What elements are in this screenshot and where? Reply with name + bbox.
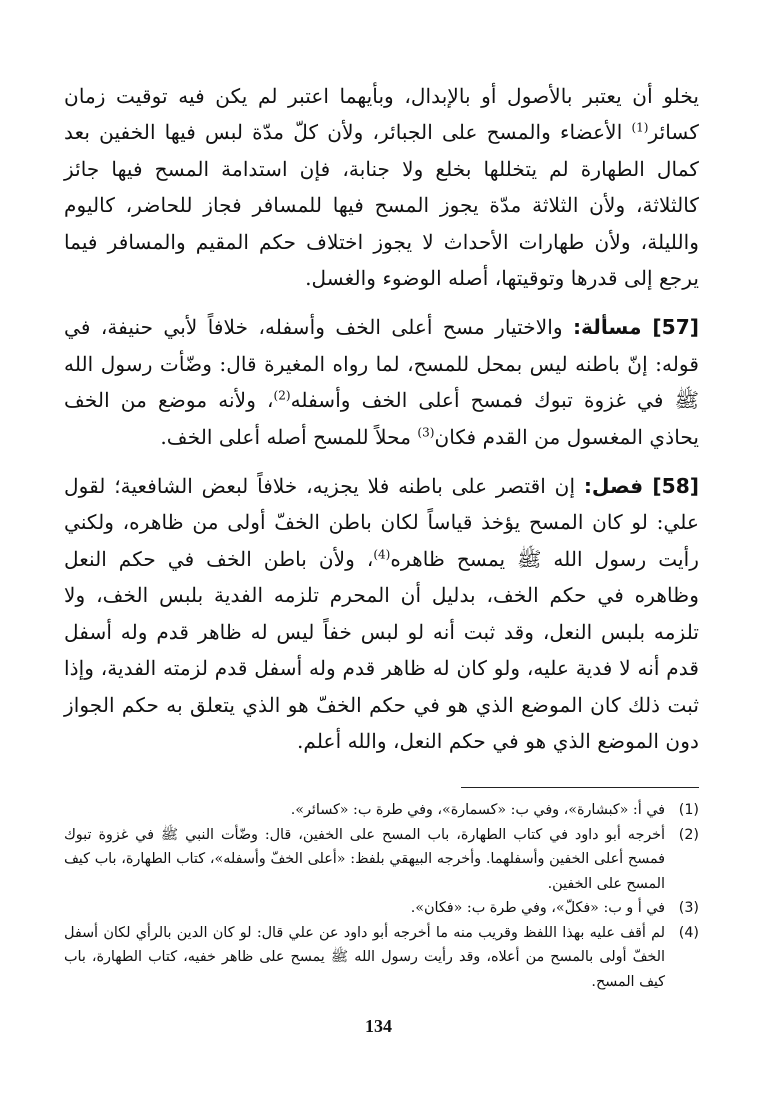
paragraph-continuation (64, 78, 699, 296)
footnote-text: في أ و ب: «فكلّ»، وفي طرة ب: «فكان». (410, 900, 665, 917)
paragraph-57 (64, 309, 699, 455)
footnote-number: (3) (678, 900, 699, 917)
footnote-item (64, 921, 699, 995)
footnote-number: (2) (678, 826, 699, 843)
section-label-58: [58] فصل: (583, 474, 699, 499)
footnote-item (64, 823, 699, 897)
footnote-text: أخرجه أبو داود في كتاب الطهارة، باب المسح على الخفين، قال: وضّأت النبي ﷺ في غزوة تبوك فمسح أعلى الخفين وأسفلهما. وأخرجه البيهقي بلفظ: «أعلى الخفّ وأسفله»، كتاب الطهارة، باب كيف المسح على الخفين. (64, 826, 665, 892)
paragraph-text: يخلو أن يعتبر بالأصول أو بالإبدال، وبأيهما اعتبر لم يكن فيه توقيت زمان كسائر (64, 84, 699, 145)
footnotes (64, 798, 699, 994)
page-number: 134 (365, 1016, 392, 1036)
paragraph-text: ، ولأن باطن الخف في حكم النعل وظاهره في حكم الخف، بدليل أن المحرم تلزمه الفدية بلبس الخف، ولا تلزمه بلبس النعل، وقد ثبت أنه لو لبس خفاً ليس له ظاهر قدم وله أسفل قدم أنه لا فدية عليه، ولو كان له ظاهر قدم وله أسفل قدم لزمته الفدية، وإذا ثبت ذلك كان الموضع الذي هو في حكم الخفّ هو الذي يتعلق به حكم الجواز دون الموضع الذي هو في حكم النعل، والله أعلم. (64, 546, 699, 753)
paragraph-text: إن اقتصر على باطنه فلا يجزيه، خلافاً لبعض الشافعية؛ لقول علي: لو كان المسح يؤخذ قياساً لكان باطن الخفّ أولى من ظاهره، ولكني رأيت رسول الله ﷺ يمسح ظاهره (64, 474, 699, 571)
footnote-number: (4) (678, 924, 699, 941)
footnote-ref-3: (3) (417, 424, 435, 439)
paragraph-text: ، ولأنه موضع من الخف يحاذي المغسول من القدم فكان (64, 388, 699, 449)
footnote-text: لم أقف عليه بهذا اللفظ وقريب منه ما أخرجه أبو داود عن علي قال: لو كان الدين بالرأي لكان أسفل الخفّ أولى بالمسح من أعلاه، وقد رأيت رسول الله ﷺ يمسح على ظاهر خفيه، كتاب الطهارة، باب كيف المسح. (64, 924, 665, 990)
footnote-text: في أ: «كبشارة»، وفي ب: «كسمارة»، وفي طرة ب: «كسائر». (290, 802, 665, 819)
footnote-item (64, 798, 699, 823)
footnote-number: (1) (678, 802, 699, 819)
paragraph-text: والاختيار مسح أعلى الخف وأسفله، خلافاً لأبي حنيفة، في قوله: إنّ باطنه ليس بمحل للمسح، لما رواه المغيرة قال: وضّأت رسول الله ﷺ في غزوة تبوك فمسح أعلى الخف وأسفله (64, 315, 699, 413)
paragraph-text: الأعضاء والمسح على الجبائر، ولأن كلّ مدّة لبس فيها الخفين بعد كمال الطهارة لم يتخللها بخلع ولا جنابة، فإن استدامة المسح فيها جائز كالثلاثة، ولأن الثلاثة مدّة يجوز المسح فيها للمسافر فجاز للحاضر، كاليوم والليلة، ولأن طهارات الأحداث لا يجوز اختلاف حكم المقيم والمسافر فيما يرجع إلى قدرها وتوقيتها، أصله الوضوء والغسل. (64, 120, 699, 291)
footnote-ref-2: (2) (273, 388, 291, 403)
footnote-ref-4: (4) (373, 547, 391, 562)
paragraph-text: محلاً للمسح أصله أعلى الخف. (160, 424, 418, 449)
footnote-separator (461, 787, 699, 788)
footnote-item (64, 896, 699, 921)
section-label-57: [57] مسألة: (572, 315, 699, 340)
footnote-ref-1: (1) (631, 120, 649, 135)
paragraph-58 (64, 468, 699, 759)
